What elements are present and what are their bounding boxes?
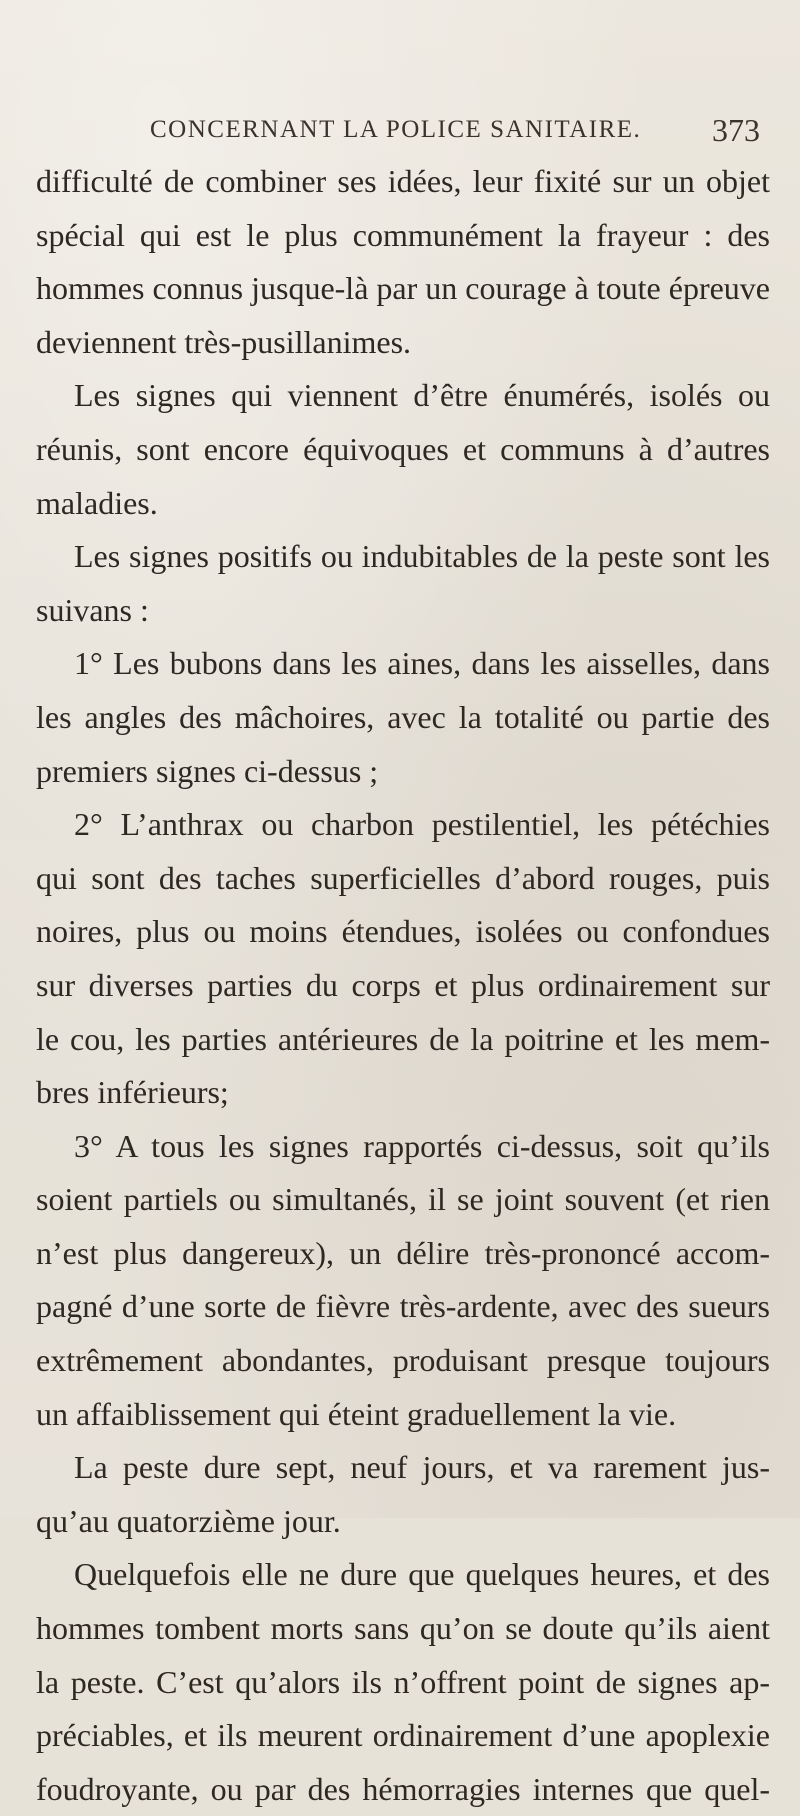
page-header (150, 112, 760, 152)
text-line: Les signes qui viennent d’être énumérés, isolés ou (74, 377, 770, 414)
text-line: Quelquefois elle ne dure que quelques heures, et des (74, 1556, 770, 1593)
text-line: deviennent très-pusillanimes. (36, 323, 412, 360)
text-line: difficulté de combiner ses idées, leur fixité sur un objet (36, 163, 770, 199)
text-line: premiers signes ci-dessus ; (36, 752, 379, 789)
text-line: qu’au quatorzième jour. (36, 1502, 341, 1539)
running-title: CONCERNANT LA POLICE SANITAIRE. (150, 116, 642, 143)
text-line: spécial qui est le plus communément la frayeur : des (36, 216, 770, 253)
text-line: foudroyante, ou par des hémorragies internes que quel- (36, 1770, 770, 1807)
text-line: extrêmement abondantes, produisant presque toujours (36, 1342, 770, 1379)
text-line: 2° L’anthrax ou charbon pestilentiel, les pétéchies (74, 806, 770, 843)
text-line: maladies. (36, 484, 158, 521)
text-line: le cou, les parties antérieures de la poitrine et les mem- (36, 1020, 770, 1057)
text-line: un affaiblissement qui éteint graduellement la vie. (36, 1395, 677, 1432)
text-line: suivans : (36, 591, 149, 628)
text-line: pagné d’une sorte de fièvre très-ardente, avec des sueurs (36, 1288, 770, 1325)
text-line: réunis, sont encore équivoques et communs à d’autres (36, 430, 770, 467)
text-line: la peste. C’est qu’alors ils n’offrent point de signes ap- (36, 1663, 770, 1700)
text-line: bres inférieurs; (36, 1074, 229, 1111)
text-line: soient partiels ou simultanés, il se joint souvent (et rien (36, 1181, 770, 1218)
text-line: 1° Les bubons dans les aines, dans les aisselles, dans (74, 645, 770, 682)
body-text (36, 155, 770, 1816)
text-line: sur diverses parties du corps et plus ordinairement sur (36, 966, 770, 1003)
text-line: n’est plus dangereux), un délire très-prononcé accom- (36, 1234, 770, 1271)
text-line: hommes tombent morts sans qu’on se doute qu’ils aient (36, 1610, 770, 1647)
text-line: qui sont des taches superficielles d’abord rouges, puis (36, 859, 770, 896)
text-line: noires, plus ou moins étendues, isolées ou confondues (36, 913, 770, 950)
text-line: les angles des mâchoires, avec la totalité ou partie des (36, 698, 770, 735)
text-line: Les signes positifs ou indubitables de la peste sont les (74, 538, 770, 575)
page-number: 373 (712, 112, 760, 148)
text-line: 3° A tous les signes rapportés ci-dessus, soit qu’ils (74, 1127, 770, 1164)
text-line: La peste dure sept, neuf jours, et va rarement jus- (74, 1449, 770, 1486)
text-line: hommes connus jusque-là par un courage à toute épreuve (36, 270, 770, 307)
text-line: préciables, et ils meurent ordinairement d’une apoplexie (36, 1717, 770, 1754)
